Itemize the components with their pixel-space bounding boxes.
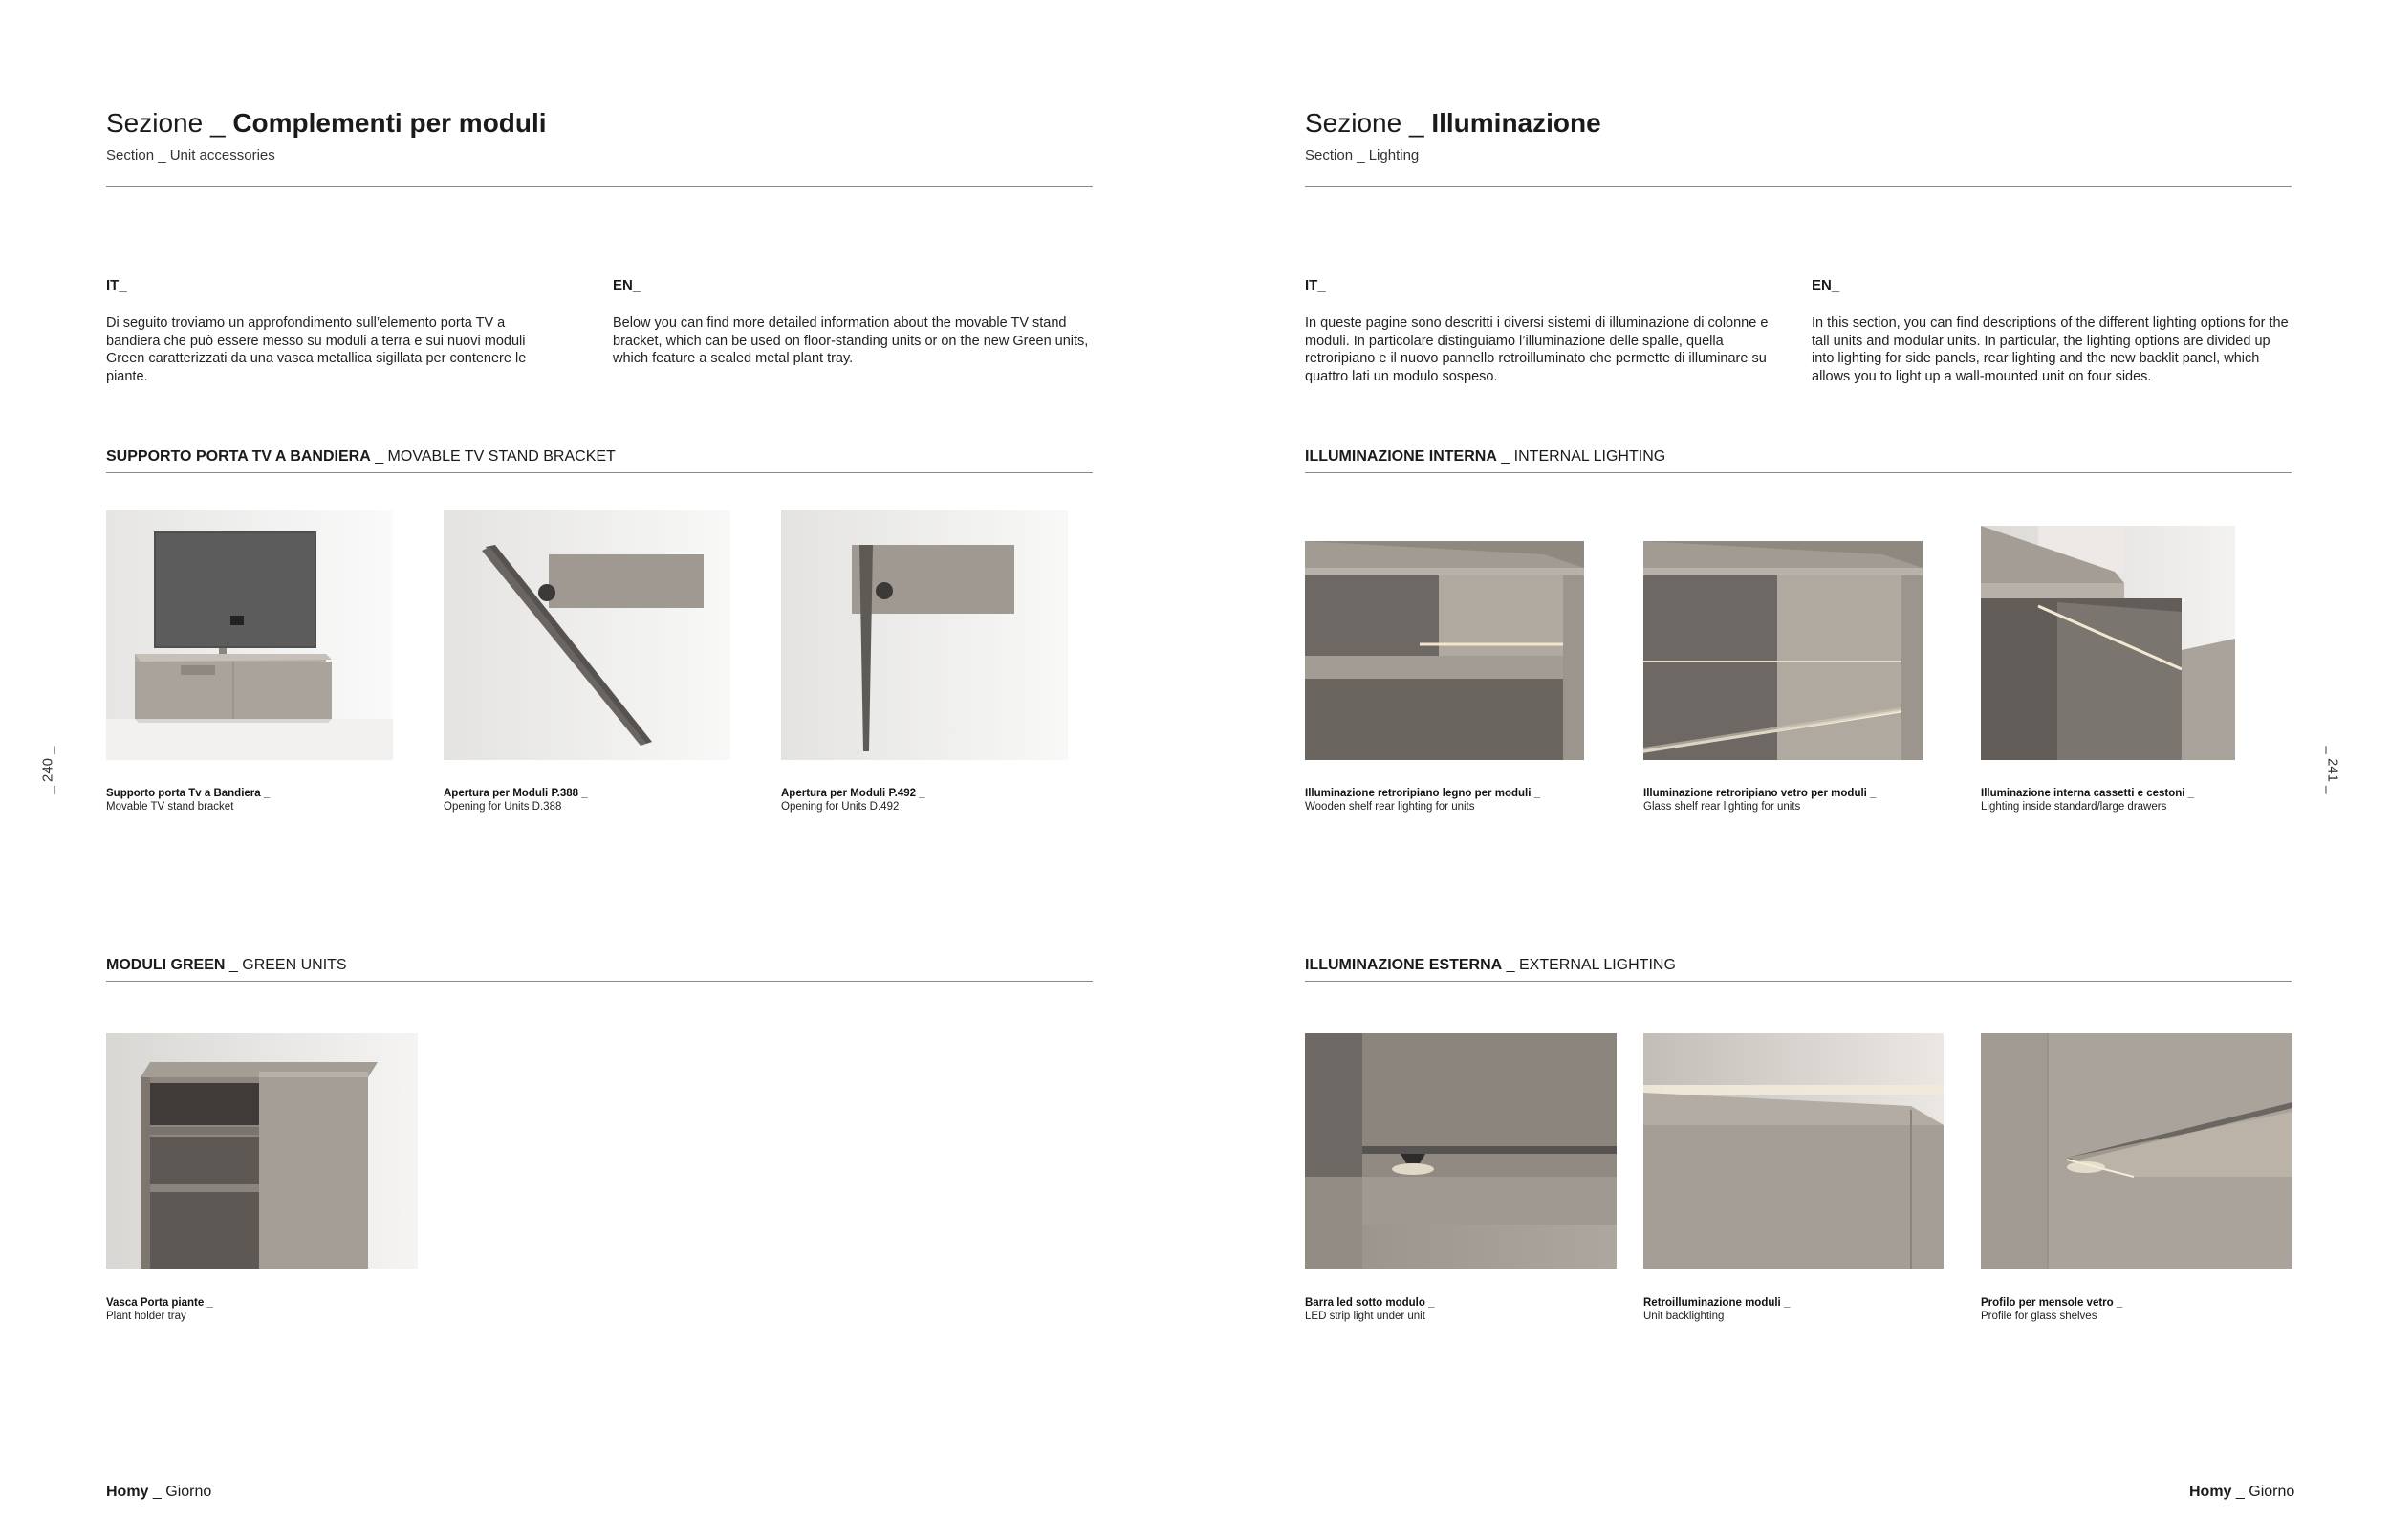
caption-en: Profile for glass shelves <box>1981 1311 2097 1322</box>
left-section2-rule <box>106 981 1093 982</box>
caption-it: Profilo per mensole vetro _ <box>1981 1297 2123 1309</box>
footer-brand: Homy <box>106 1484 149 1500</box>
furniture-photo-icon <box>1981 526 2235 760</box>
left-en-label: EN_ <box>613 277 641 293</box>
left-section2-heading <box>106 956 347 975</box>
opening-492-photo <box>781 510 1068 760</box>
backlighting-photo <box>1643 1033 1944 1269</box>
left-title-prefix: Sezione _ <box>106 108 233 138</box>
caption-it: Apertura per Moduli P.492 _ <box>781 788 925 799</box>
caption-it: Illuminazione retroripiano vetro per moduli _ <box>1643 788 1877 799</box>
caption-it: Illuminazione interna cassetti e cestoni _ <box>1981 788 2195 799</box>
left-section1-rule <box>106 472 1093 473</box>
left-header-rule <box>106 186 1093 187</box>
furniture-photo-icon <box>1643 1033 1944 1269</box>
left-section1-bold: SUPPORTO PORTA TV A BANDIERA <box>106 448 371 465</box>
wooden-shelf-lighting-photo <box>1305 541 1584 760</box>
led-strip-photo <box>1305 1033 1617 1269</box>
left-it-label: IT_ <box>106 277 127 293</box>
furniture-photo-icon <box>106 1033 418 1269</box>
left-title-bold: Complementi per moduli <box>232 108 547 138</box>
opening-388-photo <box>444 510 730 760</box>
caption-it: Supporto porta Tv a Bandiera _ <box>106 788 271 799</box>
left-section-subtitle: Section _ Unit accessories <box>106 147 275 163</box>
caption-it: Barra led sotto modulo _ <box>1305 1297 1435 1309</box>
right-page-number: _ 241 _ <box>2324 746 2341 794</box>
plant-tray-photo <box>106 1033 418 1269</box>
right-title-prefix: Sezione _ <box>1305 108 1432 138</box>
caption-opening-492 <box>781 787 925 813</box>
left-en-text: Below you can find more detailed information about the movable TV stand bracket, which can be used on floor-standing units or on the new Green units, which feature a sealed metal plant tray. <box>613 315 1089 366</box>
caption-en: Wooden shelf rear lighting for units <box>1305 801 1475 813</box>
right-section1-heading <box>1305 447 1665 466</box>
footer-section: _ Giorno <box>148 1484 212 1500</box>
caption-it: Apertura per Moduli P.388 _ <box>444 788 588 799</box>
caption-en: Plant holder tray <box>106 1311 186 1322</box>
caption-en: Lighting inside standard/large drawers <box>1981 801 2167 813</box>
caption-en: Opening for Units D.388 <box>444 801 562 813</box>
left-section1-rest: _ MOVABLE TV STAND BRACKET <box>370 448 616 465</box>
right-it-text: In queste pagine sono descritti i diversi sistemi di illuminazione di colonne e moduli. In particolare distinguiamo l’illuminazione delle spalle, quella retroripiano e il nuovo pannello retroilluminato che permette di illuminare su quattro lati un modulo sospeso. <box>1305 315 1769 384</box>
left-section-title <box>106 107 547 140</box>
right-footer <box>2189 1484 2295 1501</box>
furniture-photo-icon <box>106 510 393 760</box>
left-section2-rest: _ GREEN UNITS <box>225 957 347 973</box>
right-it-label: IT_ <box>1305 277 1326 293</box>
caption-tv-bracket <box>106 787 270 813</box>
caption-it: Illuminazione retroripiano legno per moduli _ <box>1305 788 1540 799</box>
right-en-label: EN_ <box>1812 277 1840 293</box>
caption-opening-388 <box>444 787 588 813</box>
right-section2-bold: ILLUMINAZIONE ESTERNA <box>1305 957 1503 973</box>
caption-led-strip <box>1305 1296 1434 1323</box>
caption-backlighting <box>1643 1296 1790 1323</box>
caption-en: Opening for Units D.492 <box>781 801 900 813</box>
left-section2-bold: MODULI GREEN <box>106 957 226 973</box>
furniture-photo-icon <box>1643 541 1923 760</box>
furniture-photo-icon <box>1305 1033 1617 1269</box>
glass-shelf-lighting-photo <box>1643 541 1923 760</box>
caption-it: Retroilluminazione moduli _ <box>1643 1297 1791 1309</box>
caption-en: Glass shelf rear lighting for units <box>1643 801 1801 813</box>
furniture-photo-icon <box>781 510 1068 760</box>
caption-en: LED strip light under unit <box>1305 1311 1425 1322</box>
furniture-photo-icon <box>1981 1033 2292 1269</box>
footer-section: _ Giorno <box>2231 1484 2295 1500</box>
caption-en: Movable TV stand bracket <box>106 801 234 813</box>
right-en-text: In this section, you can find descriptions of the different lighting options for the tall units and modular units. In particular, the lighting options are divided up into lighting for side panels, rear lighting and the new backlit panel, which allows you to light up a wall-mounted unit on four sides. <box>1812 315 2289 384</box>
left-it-text: Di seguito troviamo un approfondimento sull’elemento porta TV a bandiera che può essere messo su moduli a terra e sui nuovi moduli Green caratterizzati da una vasca metallica sigillata per contenere le piante. <box>106 315 527 384</box>
right-section2-heading <box>1305 956 1676 975</box>
right-section1-bold: ILLUMINAZIONE INTERNA <box>1305 448 1497 465</box>
right-section1-rule <box>1305 472 2292 473</box>
left-footer <box>106 1484 211 1501</box>
right-section-subtitle: Section _ Lighting <box>1305 147 1420 163</box>
right-header-rule <box>1305 186 2292 187</box>
glass-profile-photo <box>1981 1033 2292 1269</box>
left-section1-heading <box>106 447 616 466</box>
caption-en: Unit backlighting <box>1643 1311 1725 1322</box>
left-page-number: _ 240 _ <box>39 746 56 794</box>
right-section2-rule <box>1305 981 2292 982</box>
caption-it: Vasca Porta piante _ <box>106 1297 213 1309</box>
right-section2-rest: _ EXTERNAL LIGHTING <box>1502 957 1676 973</box>
right-section1-rest: _ INTERNAL LIGHTING <box>1496 448 1666 465</box>
tv-bracket-photo <box>106 510 393 760</box>
caption-glass-profile <box>1981 1296 2122 1323</box>
caption-wooden-shelf <box>1305 787 1540 813</box>
right-title-bold: Illuminazione <box>1431 108 1601 138</box>
caption-glass-shelf <box>1643 787 1876 813</box>
drawer-lighting-photo <box>1981 526 2235 760</box>
caption-drawers <box>1981 787 2194 813</box>
footer-brand: Homy <box>2189 1484 2232 1500</box>
furniture-photo-icon <box>1305 541 1584 760</box>
right-section-title <box>1305 107 1601 140</box>
caption-plant-tray <box>106 1296 213 1323</box>
furniture-photo-icon <box>444 510 730 760</box>
